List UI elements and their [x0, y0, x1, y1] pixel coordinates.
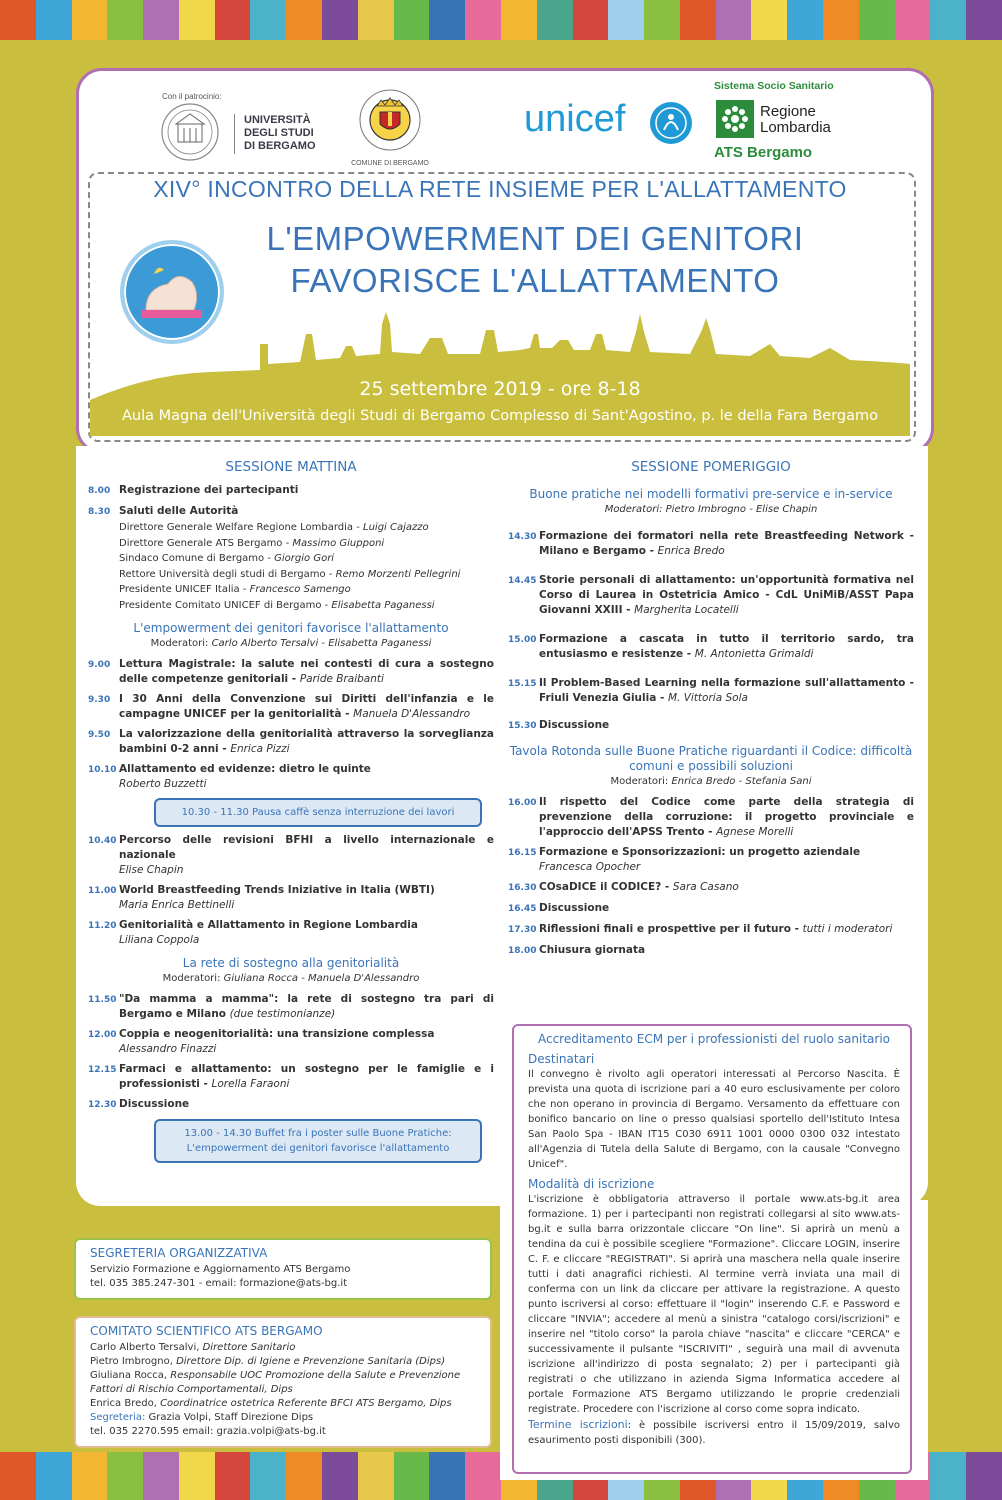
program-item: 16.30 COsaDICE il CODICE? - Sara Casano	[508, 881, 739, 893]
authorities-list	[119, 520, 494, 613]
segreteria-box	[74, 1238, 492, 1300]
regione-system-label: Sistema Socio Sanitario	[714, 80, 834, 92]
program-item: 8.00 Registrazione dei partecipanti	[88, 484, 299, 496]
edition-title: XIV° INCONTRO DELLA RETE INSIEME PER L'ALLATTAMENTO	[153, 176, 847, 202]
color-stripe	[429, 1452, 465, 1500]
segreteria-contact: tel. 035 385.247-301 - email: formazione@ats-bg.it	[90, 1278, 348, 1289]
color-stripe	[72, 1452, 108, 1500]
color-stripe	[286, 1452, 322, 1500]
comitato-member: Enrica Bredo, Coordinatrice ostetrica Referente BFCI ATS Bergamo, Dips	[90, 1398, 452, 1409]
afternoon-session	[508, 460, 914, 962]
morning-session	[88, 460, 494, 1169]
program-item: 10.10 Allattamento ed evidenze: dietro le quinte Roberto Buzzetti	[88, 763, 371, 790]
program-item: 14.30 Formazione dei formatori nella rete Breastfeeding Network - Milano e Bergamo - Enrica Bredo	[508, 530, 914, 557]
morning-subsession-2-title: La rete di sostegno alla genitorialità	[182, 956, 400, 970]
color-stripe	[930, 1452, 966, 1500]
afternoon-subsession-2-moderators: Moderatori: Enrica Bredo - Stefania Sani	[610, 776, 812, 787]
program-item: 16.45 Discussione	[508, 902, 610, 914]
afternoon-session-title: SESSIONE POMERIGGIO	[631, 459, 791, 475]
morning-subsession-1-moderators: Moderatori: Carlo Alberto Tersalvi - Elisabetta Paganessi	[150, 638, 432, 649]
destinatari-text: Il convegno è rivolto agli operatori interessati al Percorso Nascita. È prevista una quota di iscrizione pari a 40 euro esclusivamente per coloro che non operano in provincia di Bergamo. Versamento da effettuare con bonifico bancario on line o presso qualsiasi sportello dell'Istituto Intesa San Paolo Spa - IBAN IT15 C030 6911 1001 0000 0300 032 intestato all'Agenzia di Tutela della Salute di Bergamo, con la causale "Convegno Unicef".	[528, 1069, 900, 1170]
main-title	[200, 218, 870, 302]
iscrizione-text: L'iscrizione è obbligatoria attraverso il portale www.ats-bg.it area formazione. 1) per i partecipanti non registrati collegarsi al sito www.ats-bg.it e sulla barra orizzontale cliccare "On line". Si aprirà un menù a tendina da cui è possibile scegliere "Formazione". Cliccare LOGIN, inserire C. F. e cliccare "REGISTRATI". Si aprirà una maschera nella quale inserire tutti i dati anagrafici richiesti. Al termine verrà inviata una mail di conferma con un link da cliccare per attivare la registrazione. A questo punto iscriversi al corso: effettuare il "login" inserendo C.F. e Password e cliccare "INVIA"; accedere al menù a sinistra "catalogo corsi/iscrizioni" e inserire nel "titolo corso" la parola chiave "nascita" e cliccare "CERCA" e successivamente il pulsante "ISCRIVITI" , seguirà una mail di avvenuta iscrizione all'indirizzo di posta segnalato; 2) per i partecipanti già registrati o che utilizzano in azienda Sigma Informatica accedere al portale Formazione ATS Bergamo utilizzando le proprie credenziali registrate. Procedere con l'iscrizione al corso come sopra indicato.	[528, 1194, 900, 1415]
program-item: 12.15 Farmaci e allattamento: un sostegno per le famiglie e i professionisti - Lorella Faraoni	[88, 1063, 494, 1090]
color-stripe	[36, 1452, 72, 1500]
iscrizione-title: Modalità di iscrizione	[528, 1177, 655, 1191]
comune-logo	[345, 84, 435, 174]
program-item: 18.00 Chiusura giornata	[508, 944, 646, 956]
afternoon-subsession-1-title: Buone pratiche nei modelli formativi pre-service e in-service	[529, 487, 893, 501]
patrocinio-label: Con il patrocinio:	[162, 92, 222, 101]
university-seal-icon	[154, 102, 226, 162]
morning-subsession-1-title: L'empowerment dei genitori favorisce l'allattamento	[133, 621, 449, 635]
comitato-member: Carlo Alberto Tersalvi, Direttore Sanitario	[90, 1342, 296, 1353]
event-date: 25 settembre 2019 - ore 8-18	[359, 378, 641, 400]
authority-line: Presidente Comitato UNICEF di Bergamo - Elisabetta Paganessi	[119, 599, 435, 611]
color-stripe	[322, 1452, 358, 1500]
lunch-break-box: 13.00 - 14.30 Buffet fra i poster sulle Buone Pratiche: L'empowerment dei genitori favorisce l'allattamento	[154, 1119, 482, 1163]
program-item: 11.20 Genitorialità e Allattamento in Regione Lombardia Liliana Coppola	[88, 919, 418, 946]
authority-line: Sindaco Comune di Bergamo - Giorgio Gori	[119, 553, 335, 564]
morning-session-title: SESSIONE MATTINA	[225, 459, 357, 475]
program-item: 14.45 Storie personali di allattamento: un'opportunità formativa nel Corso di Laurea in Ostetricia Amico - CdL UniMiB/ASST Papa Giovanni XXIII - Margherita Locatelli	[508, 574, 914, 616]
morning-subsession-2-moderators: Moderatori: Giuliana Rocca - Manuela D'Alessandro	[162, 973, 420, 984]
program-item: 9.00 Lettura Magistrale: la salute nei contesti di cura a sostegno delle competenze genitoriali - Paride Braibanti	[88, 658, 494, 685]
color-stripe	[358, 1452, 394, 1500]
authority-line: Direttore Generale ATS Bergamo - Massimo Giupponi	[119, 537, 385, 549]
program-item: 11.00 World Breastfeeding Trends Iniziative in Italia (WBTI) Maria Enrica Bettinelli	[88, 884, 435, 911]
accreditamento-box	[512, 1024, 912, 1474]
event-venue: Aula Magna dell'Università degli Studi di Bergamo Complesso di Sant'Agostino, p. le della Fara Bergamo	[121, 408, 879, 424]
color-stripe	[215, 1452, 251, 1500]
program-item: 8.30 Saluti delle Autorità	[88, 505, 239, 517]
comitato-member: Giuliana Rocca, Responsabile UOC Promozione della Salute e Prevenzione Fattori di Rischio Comportamentali, Dips	[90, 1370, 461, 1395]
authority-line: Direttore Generale Welfare Regione Lombardia - Luigi Cajazzo	[119, 522, 429, 533]
program-item: 17.30 Riflessioni finali e prospettive per il futuro - tutti i moderatori	[508, 923, 893, 935]
comitato-box	[74, 1316, 492, 1448]
program-item: 15.30 Discussione	[508, 719, 610, 731]
coffee-break-box: 10.30 - 11.30 Pausa caffè senza interruzione dei lavori	[154, 798, 482, 827]
main-title-line2: FAVORISCE L'ALLATTAMENTO	[290, 262, 780, 299]
program-item: 12.00 Coppia e neogenitorialità: una transizione complessa Alessandro Finazzi	[88, 1028, 435, 1055]
comitato-title: COMITATO SCIENTIFICO ATS BERGAMO	[90, 1324, 323, 1338]
color-stripe	[250, 1452, 286, 1500]
afternoon-subsession-2-title: Tavola Rotonda sulle Buone Pratiche riguardanti il Codice: difficoltà comuni e possibili soluzioni	[509, 744, 913, 773]
color-stripe	[394, 1452, 430, 1500]
destinatari-title: Destinatari	[528, 1052, 595, 1066]
afternoon-subsession-1-moderators: Moderatori: Pietro Imbrogno - Elise Chapin	[604, 504, 818, 515]
regione-logo	[712, 80, 882, 166]
breastfeeding-badge-icon	[120, 240, 224, 344]
color-stripe	[465, 1452, 501, 1500]
regione-rose-icon	[716, 100, 754, 138]
unicef-emblem-icon	[648, 100, 694, 146]
color-stripe	[143, 1452, 179, 1500]
segreteria-line: Servizio Formazione e Aggiornamento ATS Bergamo	[90, 1264, 351, 1275]
program-item: 16.00 Il rispetto del Codice come parte della strategia di prevenzione della corruzione: il progetto provinciale e l'approccio dell'APSS Trento - Agnese Morelli	[508, 796, 914, 838]
authority-line: Presidente UNICEF Italia - Francesco Samengo	[119, 584, 351, 595]
color-stripe	[107, 1452, 143, 1500]
university-logo	[150, 92, 340, 162]
comitato-contact: tel. 035 2270.595 email: grazia.volpi@ats-bg.it	[90, 1426, 326, 1437]
authority-line: Rettore Università degli studi di Bergamo - Remo Morzenti Pellegrini	[119, 568, 461, 580]
regione-name: Regione Lombardia	[760, 103, 831, 136]
program-item: 10.40 Percorso delle revisioni BFHI a livello internazionale e nazionale Elise Chapin	[88, 834, 494, 876]
university-name: UNIVERSITÀ DEGLI STUDI DI BERGAMO	[244, 114, 316, 152]
program-item: 9.50 La valorizzazione della genitorialità attraverso la sorveglianza bambini 0-2 anni - Enrica Pizzi	[88, 728, 494, 755]
comitato-segreteria: Segreteria: Grazia Volpi, Staff Direzione Dips	[90, 1412, 314, 1423]
program-item: 15.00 Formazione a cascata in tutto il territorio sardo, tra entusiasmo e resistenze - M. Antonietta Grimaldi	[508, 633, 914, 660]
program-item: 9.30 I 30 Anni della Convenzione sui Diritti dell'infanzia e le campagne UNICEF per la genitorialità - Manuela D'Alessandro	[88, 693, 494, 720]
program-item: 16.15 Formazione e Sponsorizzazioni: un progetto aziendale Francesca Opocher	[508, 846, 861, 873]
main-title-line1: L'EMPOWERMENT DEI GENITORI	[266, 220, 804, 257]
program-item: 12.30 Discussione	[88, 1098, 190, 1110]
comitato-member: Pietro Imbrogno, Direttore Dip. di Igiene e Prevenzione Sanitaria (Dips)	[90, 1356, 446, 1367]
ats-name: ATS Bergamo	[714, 144, 813, 161]
comune-label: COMUNE DI BERGAMO	[351, 160, 429, 167]
color-stripe	[179, 1452, 215, 1500]
color-stripe	[0, 1452, 36, 1500]
accreditamento-title: Accreditamento ECM per i professionisti del ruolo sanitario	[537, 1032, 890, 1046]
segreteria-title: SEGRETERIA ORGANIZZATIVA	[90, 1246, 268, 1260]
color-stripe	[966, 1452, 1002, 1500]
unicef-logo	[520, 98, 700, 148]
comune-crest-icon	[355, 84, 425, 154]
program-item: 15.15 Il Problem-Based Learning nella formazione sull'allattamento - Friuli Venezia Giulia - M. Vittoria Sola	[508, 677, 914, 704]
program-item: 11.50 "Da mamma a mamma": la rete di sostegno tra pari di Bergamo e Milano (due testimonianze)	[88, 993, 494, 1020]
termine-iscrizioni: Termine iscrizioni: è possibile iscriversi entro il 15/09/2019, salvo esaurimento posti disponibili (300).	[528, 1418, 900, 1446]
unicef-wordmark: unicef	[524, 98, 626, 140]
